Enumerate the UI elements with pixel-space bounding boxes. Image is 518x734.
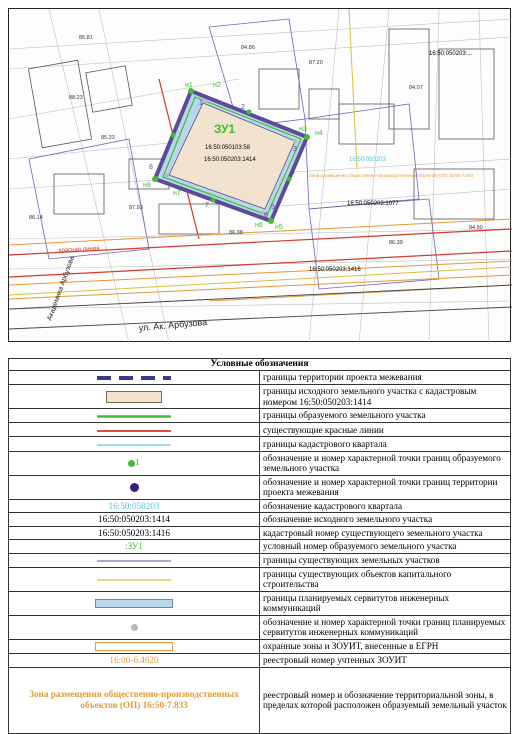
elevation-label: 84.90 (469, 225, 483, 231)
legend-symbol (9, 475, 260, 499)
legend-symbol (9, 591, 260, 615)
legend-row (9, 567, 511, 591)
map-canvas (9, 9, 512, 343)
street-label-arbuzova: ул. Ак. Арбузова (138, 317, 208, 333)
road (9, 285, 512, 329)
legend-symbol (9, 553, 260, 567)
point-label-4: 4 (291, 169, 295, 176)
red-line-swatch (95, 425, 173, 436)
legend-text: границы планируемых сервитутов инженерных коммуникаций (260, 591, 511, 615)
point-label-5: 5 (271, 204, 275, 211)
parcel-1077-label: 16:50:050203:1077 (347, 201, 399, 207)
legend-symbol (9, 385, 260, 409)
point-label-2: 2 (241, 104, 245, 111)
point-label-n8: н8 (143, 182, 151, 189)
legend-row (9, 371, 511, 385)
legend-row (9, 513, 511, 527)
dashed-blue-line-swatch (95, 373, 173, 384)
legend-code: 1 (135, 458, 140, 469)
elevation-label: 86.38 (229, 230, 243, 236)
legend-row (9, 540, 511, 554)
point-label-n7: н7 (173, 190, 181, 197)
legend-symbol (9, 451, 260, 475)
legend-text: границы существующих объектов капитального строительства (260, 567, 511, 591)
legend-row (9, 591, 511, 615)
legend-table (8, 358, 511, 734)
elevation-label: 86.39 (389, 240, 403, 246)
green-line-swatch (95, 411, 173, 422)
point-label-1: 1 (199, 100, 203, 107)
elevation-label: 87.93 (129, 205, 143, 211)
legend-text: обозначение кадастрового квартала (260, 499, 511, 513)
legend-row (9, 526, 511, 540)
cadastral-map (8, 8, 511, 342)
legend-row (9, 437, 511, 451)
legend-row (9, 499, 511, 513)
purple-line-swatch (95, 555, 173, 566)
legend-row (9, 385, 511, 409)
legend-symbol (9, 615, 260, 639)
legend-text: границы кадастрового квартала (260, 437, 511, 451)
legend-code: :ЗУ1 (9, 540, 260, 554)
quarter-label: 16:50:050203 (349, 157, 386, 163)
point-label-8: 8 (149, 164, 153, 171)
street-label-akademika: Академика Арбузова (46, 255, 77, 322)
legend-text: границы существующих земельных участков (260, 553, 511, 567)
legend-row (9, 423, 511, 437)
grey-point-icon (131, 624, 138, 631)
elevation-label: 86.14 (29, 215, 43, 221)
legend-text: реестровый номер учтенных ЗОУИТ (260, 653, 511, 667)
elevation-label: 85.33 (101, 135, 115, 141)
red-line-label: красная линия (58, 245, 100, 254)
legend-row (9, 653, 511, 667)
legend-text: границы образуемого земельного участка (260, 409, 511, 423)
source-parcel-swatch (106, 391, 162, 403)
legend-text: границы территории проекта межевания (260, 371, 511, 385)
legend-code: 16:50:050203:1416 (9, 526, 260, 540)
servitude-swatch (95, 599, 173, 608)
legend-code: 16:50:050203 (9, 499, 260, 513)
legend-text: охранные зоны и ЗОУИТ, внесенные в ЕГРН (260, 639, 511, 653)
point-label-7: 7 (205, 202, 209, 209)
legend-text: существующие красные линии (260, 423, 511, 437)
legend-row (9, 451, 511, 475)
elevation-label: 85.81 (79, 35, 93, 41)
elevation-label: 87.20 (309, 60, 323, 66)
orange-zone-swatch (95, 642, 173, 651)
legend-text: реестровый номер и обозначение территориальной зоны, в пределах которой расположен образуемый земельный участок (260, 667, 511, 733)
legend-text: условный номер образуемого земельного участка (260, 540, 511, 554)
legend-row (9, 553, 511, 567)
point-label-n5: н5 (275, 224, 283, 231)
parcel-main-label: 16:50:050103:58 (205, 145, 251, 151)
point-label-n6: н6 (255, 222, 263, 229)
legend-header: Условные обозначения (9, 359, 511, 371)
legend-row (9, 615, 511, 639)
legend-text: границы исходного земельного участка с кадастровым номером 16:50:050203:1414 (260, 385, 511, 409)
parcel-top-label: 16:50:050203:... (429, 51, 473, 57)
point-label-n2: н2 (213, 82, 221, 89)
legend-symbol (9, 423, 260, 437)
zu1-label: ЗУ1 (214, 122, 236, 136)
parcel-src-label: 16:50:050203:1414 (204, 157, 256, 163)
legend-text: обозначение и номер характерной точки границ образуемого земельного участка (260, 451, 511, 475)
legend-row (9, 475, 511, 499)
purple-point-icon (130, 483, 139, 492)
legend-row (9, 639, 511, 653)
legend-row (9, 409, 511, 423)
legend-code: 16:50:050203:1414 (9, 513, 260, 527)
point-label-n4: н4 (315, 130, 323, 137)
legend-text: обозначение и номер характерной точки границ территории проекта межевания (260, 475, 511, 499)
parcel-1416-label: 16:50:050203:1416 (309, 267, 361, 273)
point-label-6: 6 (264, 212, 268, 219)
legend-symbol (9, 409, 260, 423)
parcel-zu1 (155, 91, 307, 221)
legend-code: Зона размещения общественно-производственных объектов (ОП) 16:50-7.833 (9, 667, 260, 733)
legend-text: обозначение исходного земельного участка (260, 513, 511, 527)
cyan-line-swatch (95, 439, 173, 450)
point-label-n1: н1 (185, 82, 193, 89)
legend-symbol (9, 437, 260, 451)
legend-symbol (9, 567, 260, 591)
point-label-n3: н3 (299, 126, 307, 133)
elevation-label: 84.07 (409, 85, 423, 91)
legend-text: обозначение и номер характерной точки границ планируемых сервитутов инженерных коммуникаций (260, 615, 511, 639)
elevation-label: 88.23 (69, 95, 83, 101)
legend-symbol (9, 639, 260, 653)
legend-text: кадастровый номер существующего земельного участка (260, 526, 511, 540)
zone-label: Зона размещения общественно-производственных объектов (ОП) 16:50-7.833 (309, 173, 473, 178)
legend-symbol (9, 371, 260, 385)
legend-code: 16:00-6.4620 (9, 653, 260, 667)
elevation-label: 84.86 (241, 45, 255, 51)
yellow-line-swatch (95, 574, 173, 585)
point-label-3: 3 (293, 146, 297, 153)
legend-row (9, 667, 511, 733)
